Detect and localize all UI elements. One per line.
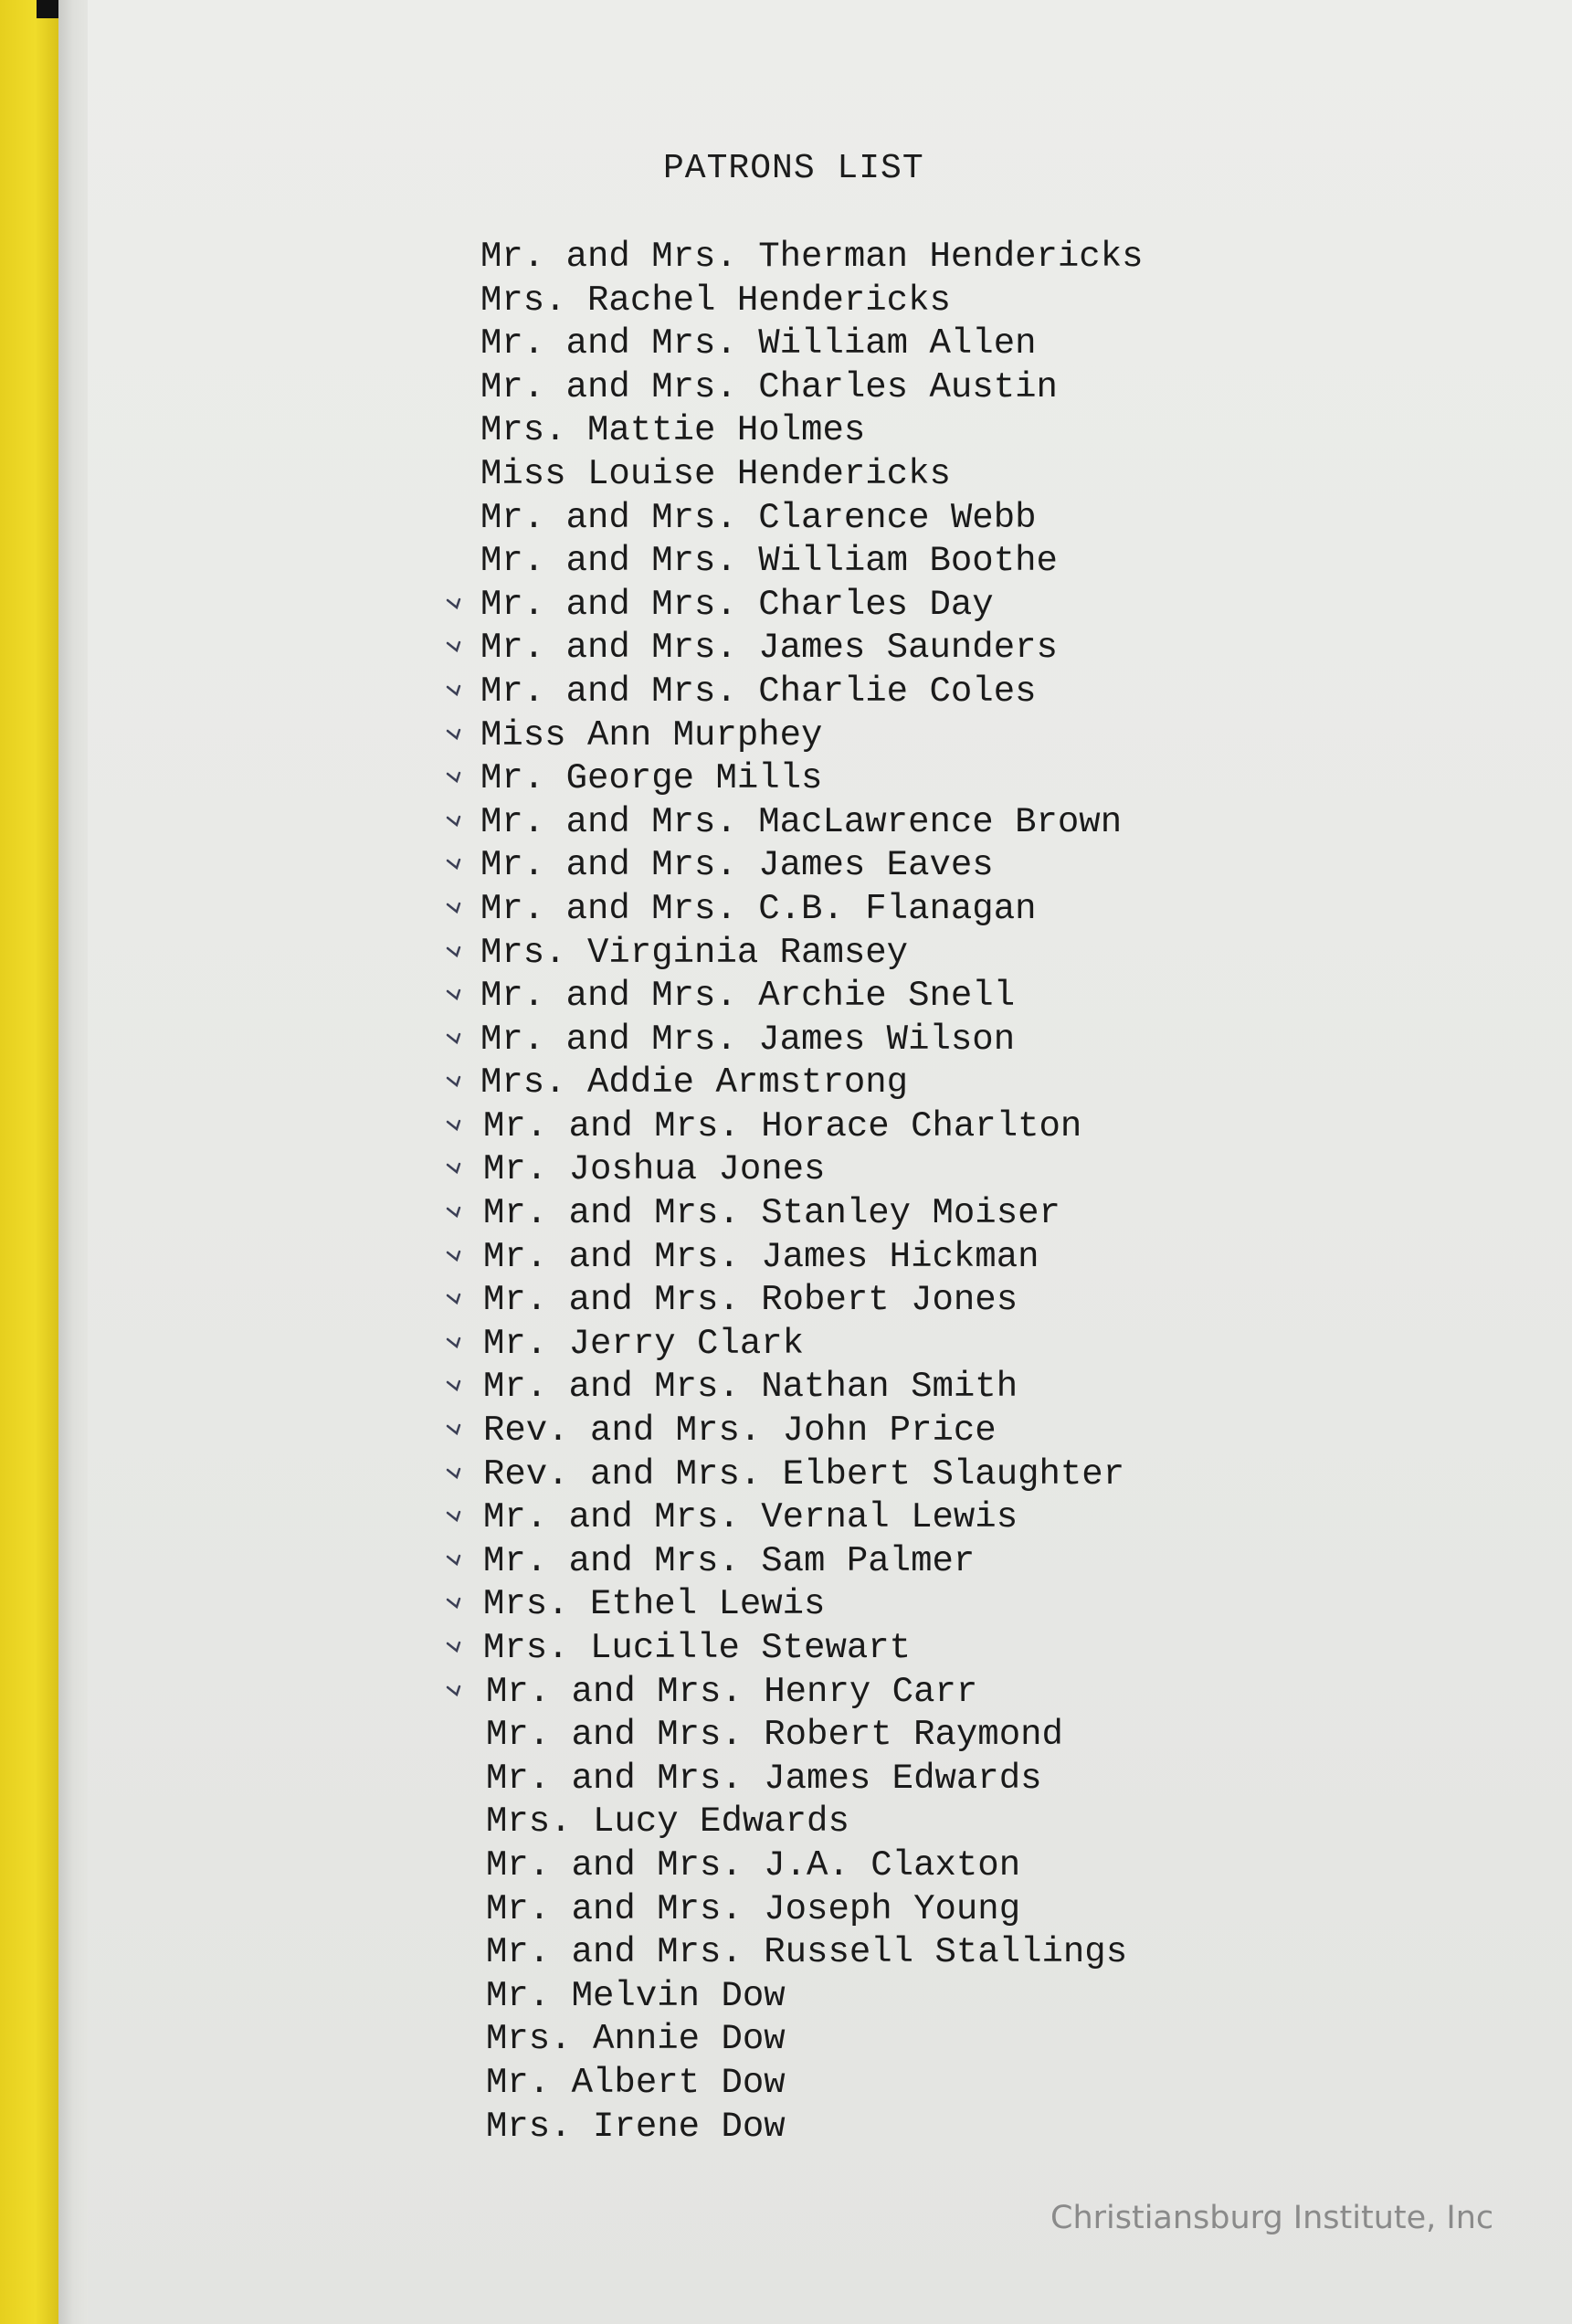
handwritten-check-icon bbox=[442, 722, 469, 749]
handwritten-check-icon bbox=[442, 1461, 469, 1488]
patron-entry bbox=[480, 1975, 1144, 2019]
patron-entry bbox=[480, 584, 1144, 628]
patron-name: Mr. and Mrs. Vernal Lewis bbox=[483, 1497, 1018, 1538]
handwritten-check-icon bbox=[442, 1678, 469, 1706]
patron-name: Mr. and Mrs. Charlie Coles bbox=[480, 671, 1037, 712]
handwritten-check-icon bbox=[442, 1113, 469, 1140]
patron-name: Mr. and Mrs. James Wilson bbox=[480, 1019, 1016, 1060]
patron-entry bbox=[480, 1758, 1144, 1801]
handwritten-check-icon bbox=[442, 939, 469, 967]
patron-entry bbox=[480, 1236, 1144, 1280]
handwritten-check-icon bbox=[442, 895, 469, 923]
patron-entry bbox=[480, 801, 1144, 845]
page-edge bbox=[58, 0, 88, 2324]
patron-entry bbox=[480, 1192, 1144, 1236]
handwritten-check-icon bbox=[442, 1243, 469, 1271]
patron-entry bbox=[480, 1714, 1144, 1758]
patron-entry bbox=[480, 1496, 1144, 1540]
patron-entry bbox=[480, 1627, 1144, 1671]
patron-entry bbox=[480, 1801, 1144, 1844]
patron-entry bbox=[480, 1540, 1144, 1584]
handwritten-check-icon bbox=[442, 765, 469, 792]
patron-entry bbox=[480, 1019, 1144, 1062]
handwritten-check-icon bbox=[442, 1069, 469, 1096]
handwritten-check-icon bbox=[442, 1286, 469, 1314]
patron-entry bbox=[480, 1366, 1144, 1410]
patron-entry bbox=[480, 1453, 1144, 1497]
patron-name: Mrs. Annie Dow bbox=[486, 2019, 786, 2060]
handwritten-check-icon bbox=[442, 1199, 469, 1227]
patron-name: Mr. and Mrs. Robert Jones bbox=[483, 1280, 1018, 1321]
handwritten-check-icon bbox=[442, 808, 469, 836]
patron-entry bbox=[480, 1279, 1144, 1323]
patron-name: Mr. and Mrs. Archie Snell bbox=[480, 976, 1016, 1017]
patron-name: Mr. and Mrs. Charles Day bbox=[480, 584, 994, 625]
patron-name: Mrs. Lucy Edwards bbox=[486, 1801, 849, 1843]
patron-entry bbox=[480, 409, 1144, 453]
patron-entry bbox=[480, 975, 1144, 1019]
patron-name: Mr. Melvin Dow bbox=[486, 1975, 786, 2016]
patron-name: Mr. and Mrs. Stanley Moiser bbox=[483, 1193, 1060, 1234]
patron-name: Mrs. Addie Armstrong bbox=[480, 1062, 909, 1104]
patron-name: Mr. and Mrs. Charles Austin bbox=[480, 366, 1058, 407]
patron-entry bbox=[480, 627, 1144, 671]
patron-name: Mr. and Mrs. Robert Raymond bbox=[486, 1715, 1063, 1756]
handwritten-check-icon bbox=[442, 1330, 469, 1357]
patron-name: Mr. and Mrs. Nathan Smith bbox=[483, 1367, 1018, 1408]
patron-name: Mr. George Mills bbox=[480, 758, 823, 799]
patron-name: Mr. and Mrs. Sam Palmer bbox=[483, 1540, 976, 1581]
patron-entry bbox=[480, 1931, 1144, 1975]
patron-name: Mr. and Mrs. Henry Carr bbox=[486, 1671, 978, 1712]
patron-name: Mr. Albert Dow bbox=[486, 2062, 786, 2103]
patron-name: Mr. Jerry Clark bbox=[483, 1323, 805, 1364]
handwritten-check-icon bbox=[442, 678, 469, 705]
patron-name: Mr. and Mrs. J.A. Claxton bbox=[486, 1844, 1021, 1886]
handwritten-check-icon bbox=[442, 1548, 469, 1575]
patron-name: Mrs. Lucille Stewart bbox=[483, 1628, 912, 1668]
patron-name: Mr. and Mrs. James Hickman bbox=[483, 1236, 1039, 1277]
patron-name: Mr. and Mrs. James Eaves bbox=[480, 845, 994, 886]
patron-name: Miss Louise Hendericks bbox=[480, 453, 951, 494]
patron-entry bbox=[480, 2106, 1144, 2150]
patron-entry bbox=[480, 497, 1144, 541]
patron-entry bbox=[480, 322, 1144, 366]
patron-name: Mr. and Mrs. William Boothe bbox=[480, 541, 1058, 582]
handwritten-check-icon bbox=[442, 1504, 469, 1531]
patron-name: Mr. and Mrs. William Allen bbox=[480, 323, 1037, 364]
patron-entry bbox=[480, 932, 1144, 976]
patron-entry bbox=[480, 671, 1144, 714]
patron-entry bbox=[480, 280, 1144, 323]
patron-name: Mrs. Mattie Holmes bbox=[480, 410, 866, 451]
patron-name: Mrs. Virginia Ramsey bbox=[480, 932, 909, 973]
patron-entry bbox=[480, 1105, 1144, 1149]
patron-name: Mr. and Mrs. MacLawrence Brown bbox=[480, 801, 1123, 842]
patron-name: Mrs. Ethel Lewis bbox=[483, 1584, 826, 1625]
patron-entry bbox=[480, 1671, 1144, 1715]
patron-name: Mr. and Mrs. Russell Stallings bbox=[486, 1932, 1128, 1973]
patron-list bbox=[480, 236, 1144, 2149]
patron-name: Mr. and Mrs. C.B. Flanagan bbox=[480, 888, 1037, 929]
patron-entry bbox=[480, 2062, 1144, 2106]
handwritten-check-icon bbox=[442, 982, 469, 1009]
patron-entry bbox=[480, 888, 1144, 932]
patron-name: Mrs. Irene Dow bbox=[486, 2106, 786, 2147]
patron-name: Mr. and Mrs. James Edwards bbox=[486, 1758, 1042, 1799]
patron-name: Mr. and Mrs. Horace Charlton bbox=[483, 1105, 1082, 1146]
patron-entry bbox=[480, 366, 1144, 410]
handwritten-check-icon bbox=[442, 1590, 469, 1618]
handwritten-check-icon bbox=[442, 1373, 469, 1400]
patron-entry bbox=[480, 2018, 1144, 2062]
patron-name: Rev. and Mrs. Elbert Slaughter bbox=[483, 1453, 1125, 1495]
patron-name: Mr. and Mrs. Therman Hendericks bbox=[480, 237, 1144, 277]
patron-entry bbox=[480, 236, 1144, 280]
handwritten-check-icon bbox=[442, 851, 469, 879]
handwritten-check-icon bbox=[442, 1634, 469, 1662]
watermark-text: Christiansburg Institute, Inc bbox=[1050, 2200, 1494, 2236]
patron-name: Miss Ann Murphey bbox=[480, 714, 823, 755]
handwritten-check-icon bbox=[442, 634, 469, 661]
yellow-binding-strip bbox=[0, 0, 58, 2324]
patron-name: Mr. and Mrs. Joseph Young bbox=[486, 1888, 1021, 1929]
patron-entry bbox=[480, 1062, 1144, 1105]
patron-entry bbox=[480, 1844, 1144, 1888]
patron-entry bbox=[480, 453, 1144, 497]
patron-entry bbox=[480, 1148, 1144, 1192]
patron-name: Mrs. Rachel Hendericks bbox=[480, 280, 951, 321]
handwritten-check-icon bbox=[442, 1417, 469, 1444]
patron-entry bbox=[480, 844, 1144, 888]
patron-entry bbox=[480, 714, 1144, 758]
patron-entry bbox=[480, 540, 1144, 584]
patron-entry bbox=[480, 1323, 1144, 1367]
handwritten-check-icon bbox=[442, 591, 469, 618]
patron-name: Mr. and Mrs. Clarence Webb bbox=[480, 497, 1037, 538]
patron-entry bbox=[480, 757, 1144, 801]
handwritten-check-icon bbox=[442, 1156, 469, 1183]
patron-name: Mr. Joshua Jones bbox=[483, 1149, 826, 1190]
patron-entry bbox=[480, 1888, 1144, 1932]
patron-entry bbox=[480, 1583, 1144, 1627]
page-title: PATRONS LIST bbox=[663, 149, 924, 188]
patron-name: Mr. and Mrs. James Saunders bbox=[480, 628, 1058, 669]
patron-name: Rev. and Mrs. John Price bbox=[483, 1410, 997, 1452]
patron-entry bbox=[480, 1410, 1144, 1453]
handwritten-check-icon bbox=[442, 1026, 469, 1053]
